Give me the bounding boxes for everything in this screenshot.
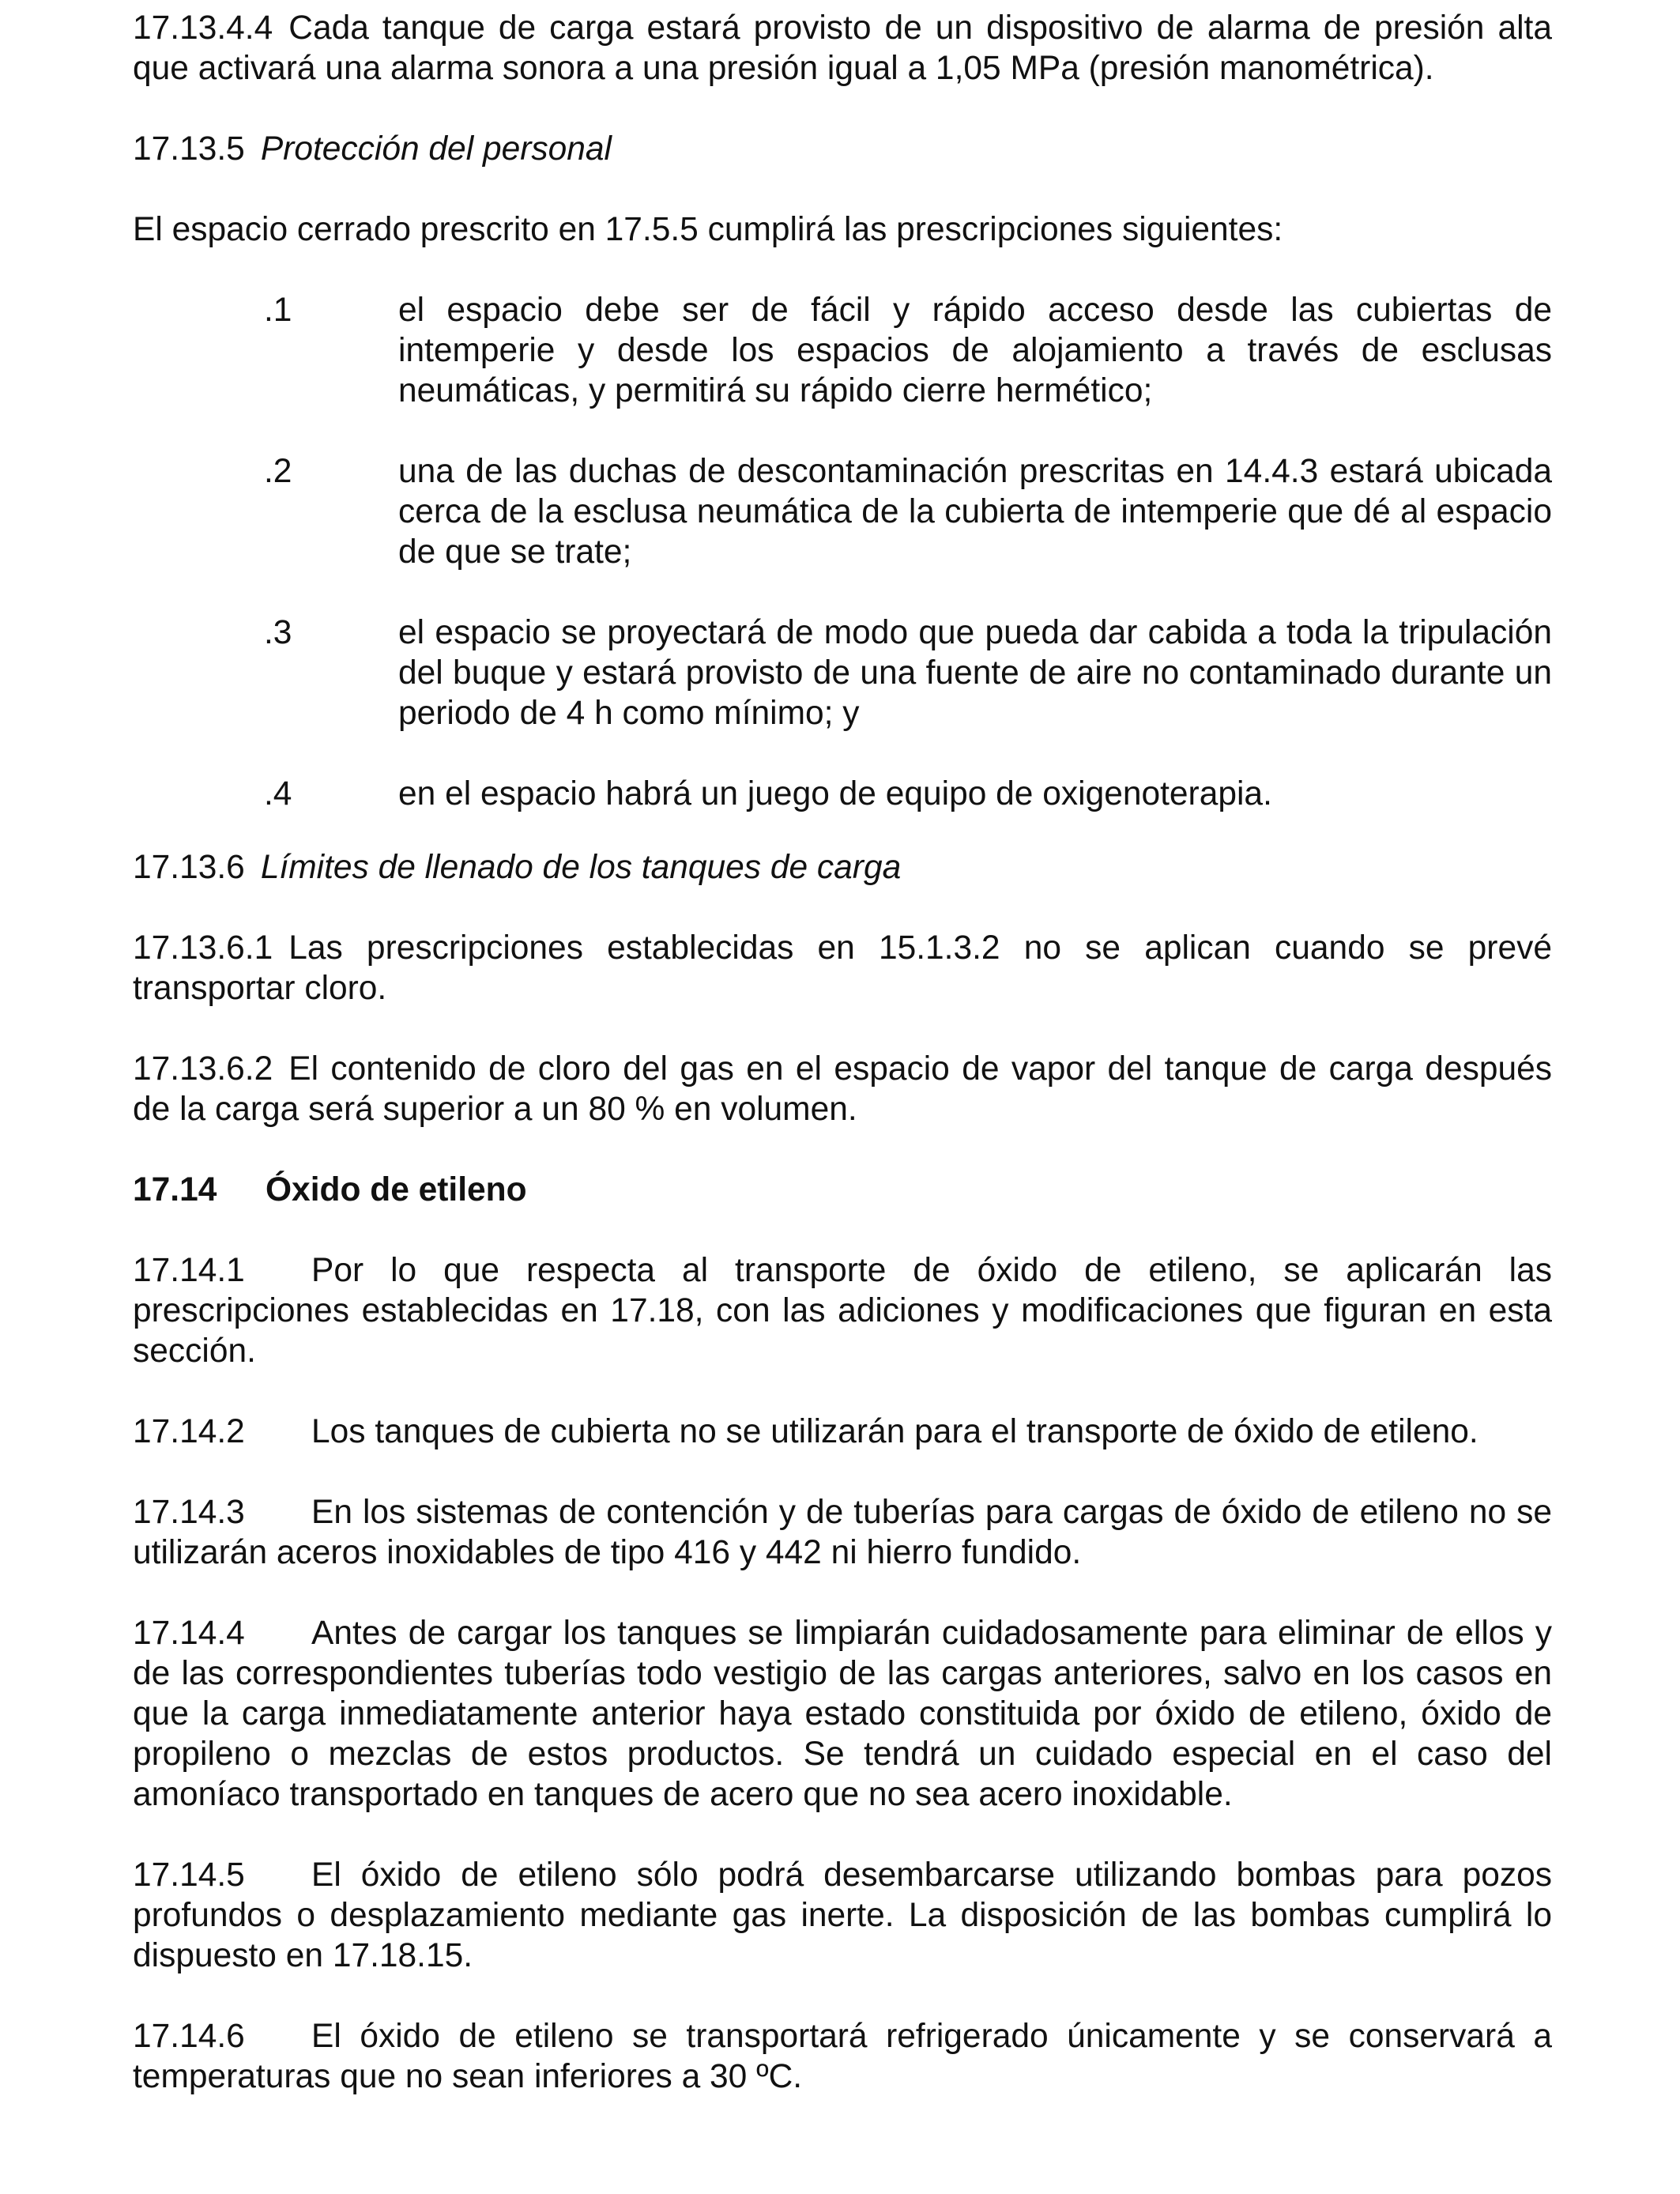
paragraph-text: El óxido de etileno sólo podrá desembarcarse utilizando bombas para pozos profundos o desplazamiento mediante gas inerte. La disposición de las bombas cumplirá lo dispuesto en 17.18.15. bbox=[133, 1857, 1552, 1974]
paragraph-number: 17.13.6.2 bbox=[133, 1050, 273, 1088]
section-number: 17.14 bbox=[133, 1171, 217, 1208]
subheading-title: Límites de llenado de los tanques de carga bbox=[260, 849, 902, 886]
paragraph-number: 17.14.4 bbox=[133, 1615, 245, 1652]
paragraph-text: Por lo que respecta al transporte de óxido de etileno, se aplicarán las prescripciones establecidas en 17.18, con las adiciones y modificaciones que figuran en esta sección. bbox=[133, 1252, 1552, 1370]
paragraph-number: 17.14.1 bbox=[133, 1252, 245, 1289]
list-item bbox=[133, 774, 1552, 814]
subheading-title: Protección del personal bbox=[260, 130, 612, 168]
list-item-number: .2 bbox=[264, 453, 292, 490]
paragraph-number: 17.14.6 bbox=[133, 2018, 245, 2055]
paragraph-17-14-6 bbox=[133, 2016, 1552, 2097]
subheading-number: 17.13.5 bbox=[133, 130, 245, 168]
paragraph-17-14-3 bbox=[133, 1492, 1552, 1573]
paragraph-17-13-6-1 bbox=[133, 928, 1552, 1008]
list-item-text: el espacio se proyectará de modo que pueda dar cabida a toda la tripulación del buque y estará provisto de una fuente de aire no contaminado durante un periodo de 4 h como mínimo; y bbox=[398, 614, 1552, 732]
section-heading bbox=[133, 1170, 1552, 1210]
paragraph-17-14-2 bbox=[133, 1412, 1552, 1452]
paragraph-17-13-6-2 bbox=[133, 1049, 1552, 1129]
paragraph-text: El espacio cerrado prescrito en 17.5.5 cumplirá las prescripciones siguientes: bbox=[133, 211, 1283, 248]
paragraph-number: 17.13.4.4 bbox=[133, 9, 273, 47]
paragraph-text: El contenido de cloro del gas en el espacio de vapor del tanque de carga después de la carga será superior a un 80 % en volumen. bbox=[133, 1050, 1552, 1128]
paragraph-text: El óxido de etileno se transportará refrigerado únicamente y se conservará a temperaturas que no sean inferiores a 30 ºC. bbox=[133, 2018, 1552, 2095]
section-title: Óxido de etileno bbox=[266, 1171, 527, 1208]
list-item-number: .3 bbox=[264, 614, 292, 651]
paragraph-text: Los tanques de cubierta no se utilizarán para el transporte de óxido de etileno. bbox=[311, 1413, 1478, 1450]
paragraph-17-13-4-4 bbox=[133, 8, 1552, 89]
list-item-text: el espacio debe ser de fácil y rápido acceso desde las cubiertas de intemperie y desde los espacios de alojamiento a través de esclusas neumáticas, y permitirá su rápido cierre hermético; bbox=[398, 292, 1552, 409]
subheading-17-13-5 bbox=[133, 129, 1552, 169]
paragraph-text: Las prescripciones establecidas en 15.1.3.2 no se aplican cuando se prevé transportar cloro. bbox=[133, 929, 1552, 1007]
paragraph-17-14-4 bbox=[133, 1613, 1552, 1815]
list-item bbox=[133, 613, 1552, 733]
paragraph-number: 17.14.3 bbox=[133, 1494, 245, 1531]
paragraph-17-14-1 bbox=[133, 1250, 1552, 1371]
list-item bbox=[133, 290, 1552, 411]
paragraph-17-14-5 bbox=[133, 1855, 1552, 1976]
list-item-number: .1 bbox=[264, 292, 292, 329]
paragraph-text: Antes de cargar los tanques se limpiarán cuidadosamente para eliminar de ellos y de las correspondientes tuberías todo vestigio de las cargas anteriores, salvo en los casos en que la carga inmediatamente anterior haya estado constituida por óxido de etileno, óxido de propileno o mezclas de estos productos. Se tendrá un cuidado especial en el caso del amoníaco transportado en tanques de acero que no sea acero inoxidable. bbox=[133, 1615, 1552, 1813]
paragraph-text: Cada tanque de carga estará provisto de un dispositivo de alarma de presión alta que activará una alarma sonora a una presión igual a 1,05 MPa (presión manométrica). bbox=[133, 9, 1552, 87]
paragraph-number: 17.13.6.1 bbox=[133, 929, 273, 967]
subheading-number: 17.13.6 bbox=[133, 849, 245, 886]
paragraph-text: En los sistemas de contención y de tuberías para cargas de óxido de etileno no se utilizarán aceros inoxidables de tipo 416 y 442 ni hierro fundido. bbox=[133, 1494, 1552, 1571]
document-page bbox=[133, 8, 1552, 2137]
list-item-text: en el espacio habrá un juego de equipo de oxigenoterapia. bbox=[398, 775, 1272, 812]
list-item bbox=[133, 451, 1552, 572]
paragraph-number: 17.14.5 bbox=[133, 1857, 245, 1894]
paragraph-intro bbox=[133, 209, 1552, 250]
list-item-text: una de las duchas de descontaminación prescritas en 14.4.3 estará ubicada cerca de la esclusa neumática de la cubierta de intemperie que dé al espacio de que se trate; bbox=[398, 453, 1552, 571]
subheading-17-13-6 bbox=[133, 847, 1552, 888]
paragraph-number: 17.14.2 bbox=[133, 1413, 245, 1450]
list-item-number: .4 bbox=[264, 775, 292, 812]
